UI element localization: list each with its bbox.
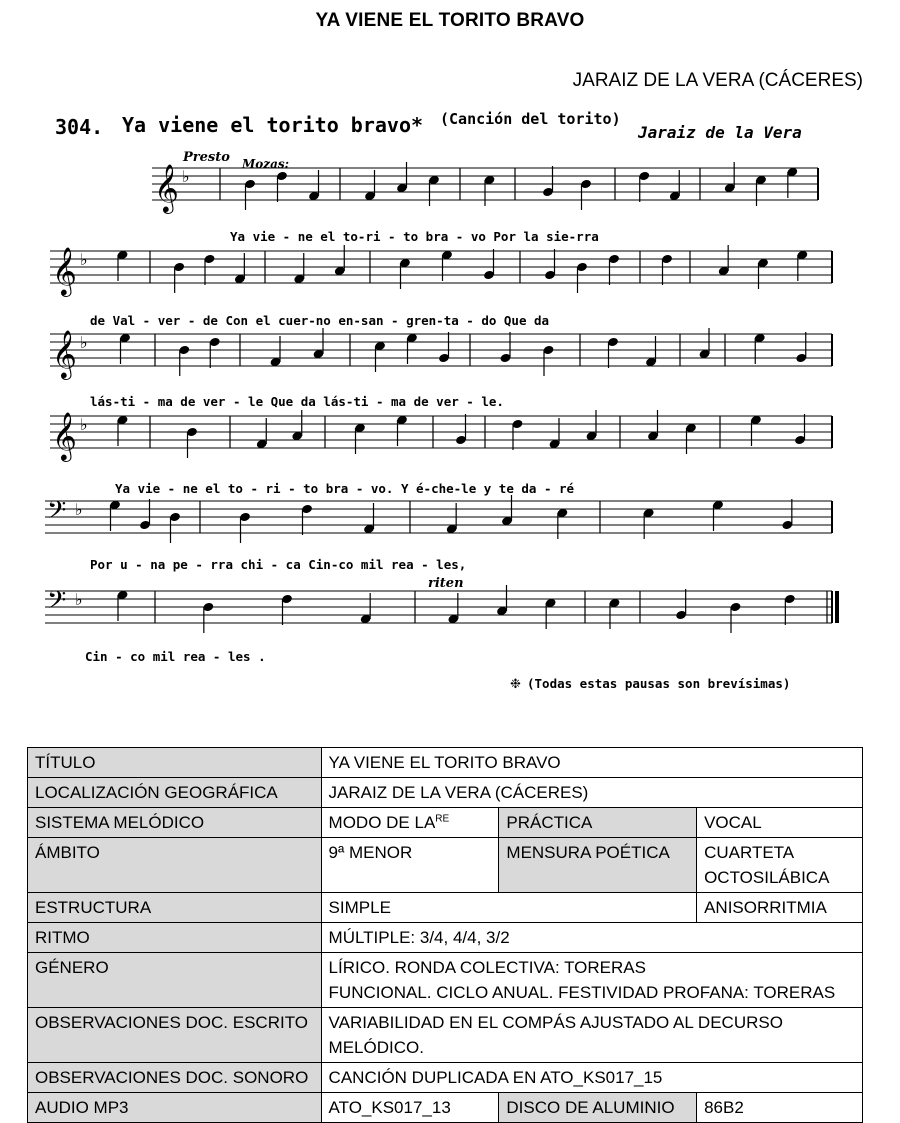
table-row xyxy=(28,748,863,778)
cell-label: LOCALIZACIÓN GEOGRÁFICA xyxy=(28,778,322,808)
table-row xyxy=(28,778,863,808)
music-score xyxy=(40,98,850,703)
table-row xyxy=(28,1063,863,1093)
genero-line-2: FUNCIONAL. CICLO ANUAL. FESTIVIDAD PROFANA: TORERAS xyxy=(328,983,836,1002)
sistema-sup: RE xyxy=(435,813,450,825)
cell-value: 9ª MENOR xyxy=(321,838,499,893)
score-riten: riten xyxy=(428,576,464,591)
cell-value: CANCIÓN DUPLICADA EN ATO_KS017_15 xyxy=(321,1063,862,1093)
score-voices: Mozas: xyxy=(242,157,290,171)
cell-label: ESTRUCTURA xyxy=(28,893,322,923)
cell-value: ANISORRITMIA xyxy=(697,893,863,923)
flat-icon: ♭ xyxy=(182,167,190,186)
mensura-line-2: OCTOSILÁBICA xyxy=(704,868,830,887)
obs-escrito-line-1: VARIABILIDAD EN EL COMPÁS AJUSTADO AL DECURSO xyxy=(328,1013,783,1032)
lyric-line-1: Ya vie - ne el to-ri - to bra - vo Por la sie-rra xyxy=(230,229,599,244)
treble-clef-icon: 𝄞 xyxy=(52,246,77,295)
flat-icon: ♭ xyxy=(75,500,83,519)
metadata-table xyxy=(27,747,863,1123)
cell-value: 86B2 xyxy=(697,1093,863,1123)
genero-line-1: LÍRICO. RONDA COLECTIVA: TORERAS xyxy=(328,958,646,977)
cell-value xyxy=(697,838,863,893)
table-row xyxy=(28,923,863,953)
flat-icon: ♭ xyxy=(75,590,83,609)
cell-label: RITMO xyxy=(28,923,322,953)
cell-value xyxy=(321,953,862,1008)
mensura-line-1: CUARTETA xyxy=(704,843,795,862)
sistema-value: MODO DE LA xyxy=(328,813,436,832)
cell-label: ÁMBITO xyxy=(28,838,322,893)
flat-icon: ♭ xyxy=(80,415,88,434)
cell-label: AUDIO MP3 xyxy=(28,1093,322,1123)
cell-value: SIMPLE xyxy=(321,893,697,923)
score-heading-place: Jaraiz de la Vera xyxy=(638,123,802,142)
cell-label: TÍTULO xyxy=(28,748,322,778)
obs-escrito-line-2: MELÓDICO. xyxy=(328,1038,424,1057)
cell-label: OBSERVACIONES DOC. ESCRITO xyxy=(28,1008,322,1063)
lyric-line-5: Por u - na pe - rra chi - ca Cin-co mil rea - les, xyxy=(90,557,467,572)
flat-icon: ♭ xyxy=(80,250,88,269)
bass-clef-icon: 𝄢 xyxy=(47,496,67,531)
cell-label: PRÁCTICA xyxy=(499,808,697,838)
lyric-line-6: Cin - co mil rea - les . xyxy=(85,649,266,664)
table-row xyxy=(28,838,863,893)
cell-label: OBSERVACIONES DOC. SONORO xyxy=(28,1063,322,1093)
treble-clef-icon: 𝄞 xyxy=(52,411,77,460)
cell-value: ATO_KS017_13 xyxy=(321,1093,499,1123)
cell-value: VOCAL xyxy=(697,808,863,838)
cell-value xyxy=(321,808,499,838)
score-tempo: Presto xyxy=(183,150,230,165)
lyric-line-4: Ya vie - ne el to - ri - to bra - vo. Y é-che-le y te da - ré xyxy=(115,481,575,496)
bass-clef-icon: 𝄢 xyxy=(47,586,67,621)
table-row xyxy=(28,808,863,838)
cell-label: MENSURA POÉTICA xyxy=(499,838,697,893)
score-heading-title: Ya viene el torito bravo* xyxy=(122,113,424,137)
table-row xyxy=(28,893,863,923)
footnote-asterisk: ❉ xyxy=(510,677,521,692)
lyric-line-2: de Val - ver - de Con el cuer-no en-san - gren-ta - do Que da xyxy=(90,313,550,328)
lyric-line-3: lás-ti - ma de ver - le Que da lás-ti - ma de ver - le. xyxy=(90,394,504,409)
treble-clef-icon: 𝄞 xyxy=(154,163,179,212)
cell-value xyxy=(321,1008,862,1063)
cell-label: GÉNERO xyxy=(28,953,322,1008)
cell-label: DISCO DE ALUMINIO xyxy=(499,1093,697,1123)
document-location: JARAIZ DE LA VERA (CÁCERES) xyxy=(572,70,863,91)
flat-icon: ♭ xyxy=(80,333,88,352)
score-heading-subtitle: (Canción del torito) xyxy=(440,110,621,128)
score-footnote: (Todas estas pausas son brevísimas) xyxy=(527,676,791,691)
document-title: YA VIENE EL TORITO BRAVO xyxy=(315,10,585,31)
cell-value: JARAIZ DE LA VERA (CÁCERES) xyxy=(321,778,862,808)
score-number: 304. xyxy=(55,115,104,139)
treble-clef-icon: 𝄞 xyxy=(52,329,77,378)
table-row xyxy=(28,1008,863,1063)
cell-value: MÚLTIPLE: 3/4, 4/4, 3/2 xyxy=(321,923,862,953)
table-row xyxy=(28,1093,863,1123)
cell-value: YA VIENE EL TORITO BRAVO xyxy=(321,748,862,778)
table-row xyxy=(28,953,863,1008)
cell-label: SISTEMA MELÓDICO xyxy=(28,808,322,838)
